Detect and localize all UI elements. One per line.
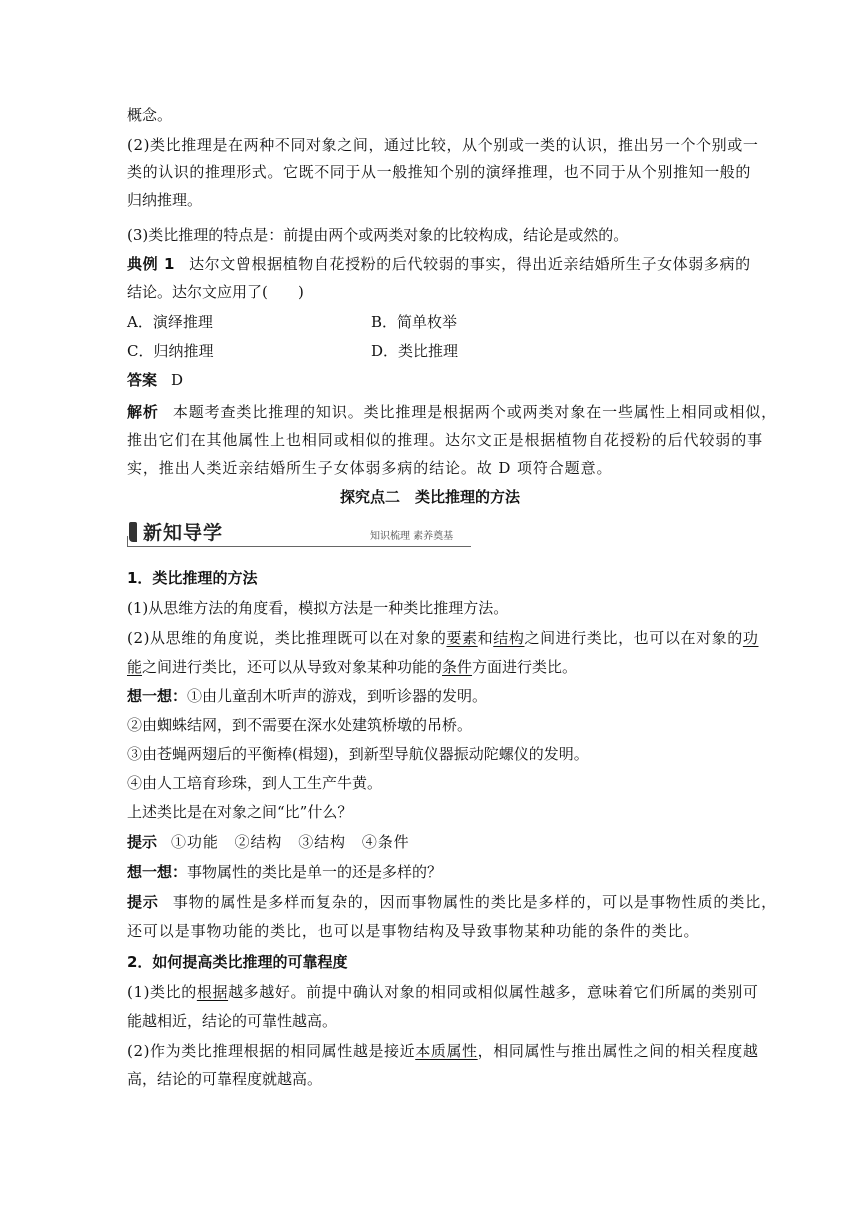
option-b: B．简单枚举 [371,313,458,331]
example-line [127,254,751,274]
text-span: 越多越好。前提中确认对象的相同或相似属性越多，意味着它们所属的类别可 [228,983,759,1001]
underlined-term: 本质属性 [415,1042,478,1060]
text-span: 之间进行类比，也可以在对象的 [524,629,743,647]
text-line: 能越相近，结论的可靠性越高。 [127,1012,338,1030]
answer-label: 答案 [127,371,158,389]
text-line: 归纳推理。 [127,191,203,209]
analysis-line: 实，推出人类近亲结婚所生子女体弱多病的结论。故 D 项符合题意。 [127,459,613,477]
analysis-line [127,402,777,422]
banner-title: 新知导学 [143,522,224,544]
text-line: ③由苍蝇两翅后的平衡棒(楫翅)，到新型导航仪器振动陀螺仪的发明。 [127,745,589,763]
hint-label: 提示 [127,893,159,911]
option-d: D．类比推理 [371,342,459,360]
analysis-text: 本题考查类比推理的知识。类比推理是根据两个或两类对象在一些属性上相同或相似， [172,403,778,421]
hint-line [127,892,777,912]
underlined-term: 能 [127,658,143,676]
hint-line: 还可以是事物功能的类比，也可以是事物结构及导致事物某种功能的条件的类比。 [127,922,700,940]
text-line [127,628,758,648]
underlined-term: 结构 [493,629,525,647]
example-text: 结论。达尔文应用了( [127,283,268,301]
banner-subtitle: 知识梳理 素养奠基 [370,531,454,542]
answer-line [127,370,183,390]
think-label: 想一想： [127,687,188,705]
example-text: 达尔文曾根据植物自花授粉的后代较弱的事实，得出近亲结婚所生子女体弱多病的 [189,255,751,273]
think-line [127,862,442,882]
text-span: (2)从思维的角度说，类比推理既可以在对象的 [127,629,447,647]
underlined-term: 功 [742,629,759,647]
text-line: (3)类比推理的特点是：前提由两个或两类对象的比较构成，结论是或然的。 [127,226,629,244]
text-span: 之间进行类比，还可以从导致对象某种功能的 [142,658,443,676]
text-line [127,657,577,677]
example-label: 典例 1 [127,255,176,273]
think-text: 事物属性的类比是单一的还是多样的？ [187,863,443,881]
text-line: ②由蜘蛛结网，到不需要在深水处建筑桥墩的吊桥。 [127,716,473,734]
option-c: C．归纳推理 [127,342,214,360]
text-span: (1)类比的 [127,983,197,1001]
text-line: 概念。 [127,106,173,124]
example-line [127,282,268,302]
text-span: 和 [477,629,494,647]
text-line: 上述类比是在对象之间“比”什么？ [127,803,353,821]
analysis-line: 推出它们在其他属性上也相同或相似的推理。达尔文正是根据植物自花授粉的后代较弱的事 [127,431,764,449]
option-a: A．演绎推理 [127,313,213,331]
think-line [127,686,487,706]
text-span: ，相同属性与推出属性之间的相关程度越 [477,1042,759,1060]
answer-value: D [171,371,184,389]
text-span: (2)作为类比推理根据的相同属性越是接近 [127,1042,416,1060]
think-label: 想一想： [127,863,188,881]
text-line [127,1041,758,1061]
text-span: 方面进行类比。 [472,658,578,676]
section-title: 探究点二 类比推理的方法 [339,488,520,506]
analysis-label: 解析 [127,403,159,421]
text-line [127,982,758,1002]
text-line: 类的认识的推理形式。它既不同于从一般推知个别的演绎推理，也不同于从个别推知一般的 [127,163,752,181]
banner-bookmark-icon [129,522,137,542]
underlined-term: 根据 [196,983,229,1001]
answer-bracket-end: ) [298,283,304,301]
banner-divider [127,546,471,547]
think-text: ①由儿童刮木听声的游戏，到听诊器的发明。 [187,687,488,705]
underlined-term: 要素 [446,629,478,647]
hint-line [127,832,410,852]
text-line: ④由人工培育珍珠，到人工生产牛黄。 [127,774,383,792]
hint-text: 事物的属性是多样而复杂的，因而事物属性的类比是多样的，可以是事物性质的类比， [172,893,778,911]
hint-label: 提示 [127,833,158,851]
underlined-term: 条件 [442,658,473,676]
hint-text: ①功能 ②结构 ③结构 ④条件 [171,833,410,851]
text-line: 高，结论的可靠程度就越高。 [127,1070,323,1088]
section-banner [127,514,471,548]
subsection-heading: 2．如何提高类比推理的可靠程度 [127,953,348,971]
text-line: (1)从思维方法的角度看，模拟方法是一种类比推理方法。 [127,599,509,617]
subsection-heading: 1．类比推理的方法 [127,569,258,587]
text-line: (2)类比推理是在两种不同对象之间，通过比较，从个别或一类的认识，推出另一个个别或一 [127,136,759,154]
